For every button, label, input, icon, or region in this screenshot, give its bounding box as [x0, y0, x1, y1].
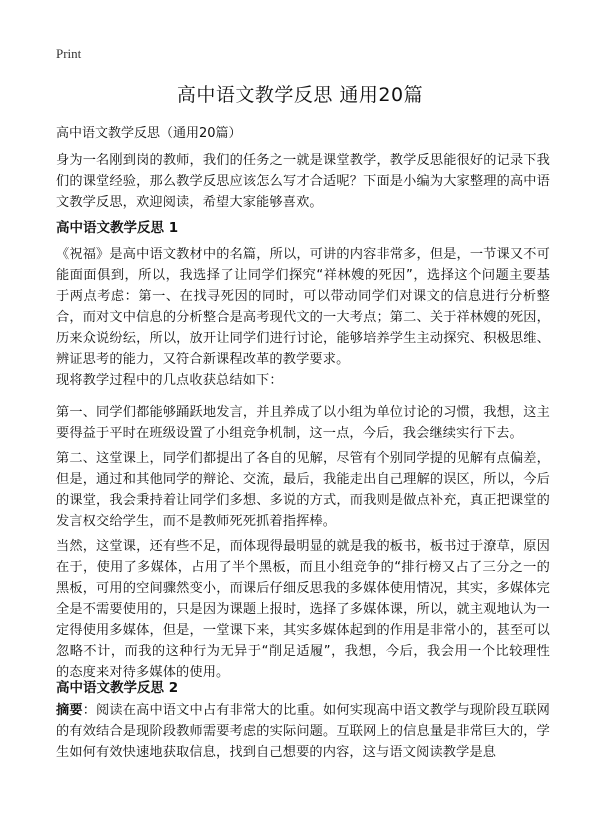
section-1-paragraph-3: 第一、同学们都能够踊跃地发言，并且养成了以小组为单位讨论的习惯，我想，这主要得益于平时在班级设置了小组竞争机制，这一点，今后，我会继续实行下去。 — [56, 405, 550, 441]
abstract-label: 摘要 — [56, 703, 83, 718]
document-subtitle: 高中语文教学反思（通用20篇） — [56, 126, 242, 141]
print-label[interactable]: Print — [56, 46, 82, 61]
section-2-abstract — [56, 700, 550, 763]
abstract-text: ：阅读在高中语文中占有非常大的比重。如何实现高中语文教学与现阶段互联网的有效结合是现阶段教师需要考虑的实际问题。互联网上的信息量是非常巨大的，学生如何有效快速地获取信息，找到自己想要的内容，这与语文阅读教学是息 — [56, 703, 550, 760]
section-2-heading: 高中语文教学反思 2 — [56, 680, 179, 696]
document-title: 高中语文教学反思 通用20篇 — [176, 84, 424, 106]
section-1-paragraph-4: 第二、这堂课上，同学们都提出了各自的见解，尽管有个别同学提的见解有点偏差，但是，通过和其他同学的辩论、交流，最后，我能走出自己理解的误区，所以，今后的课堂，我会秉持着让同学们多想、多说的方式，而我则是做点补充，真正把课堂的发言权交给学生，而不是教师死死抓着指挥棒。 — [56, 451, 550, 529]
section-1-paragraph-1: 《祝福》是高中语文教材中的名篇，所以，可讲的内容非常多，但是，一节课又不可能面面俱到，所以，我选择了让同学们探究“祥林嫂的死因”，选择这个问题主要基于两点考虑：第一、在找寻死因的同时，可以带动同学们对课文的信息进行分析整合，而对文中信息的分析整合是高考现代文的一大考点；第二、关于祥林嫂的死因，历来众说纷纭，所以，放开让同学们进行讨论，能够培养学生主动探究、积极思维、辨证思考的能力，又符合新课程改革的教学要求。 — [56, 247, 550, 367]
section-1-paragraph-2: 现将教学过程中的几点收获总结如下： — [56, 373, 283, 388]
section-1-paragraph-5: 当然，这堂课，还有些不足，而体现得最明显的就是我的板书，板书过于潦草，原因在于，使用了多媒体，占用了半个黑板，而且小组竞争的“排行榜又占了三分之一的黑板，可用的空间骤然变小，而课后仔细反思我的多媒体使用情况，其实，多媒体完全是不需要使用的，只是因为课题上报时，选择了多媒体课，所以，就主观地认为一定得使用多媒体，但是，一堂课下来，其实多媒体起到的作用是非常小的，甚至可以忽略不计，而我的这种行为无异于“削足适履”，我想，今后，我会用一个比较理性的态度来对待多媒体的使用。 — [56, 539, 550, 680]
intro-paragraph: 身为一名刚到岗的教师，我们的任务之一就是课堂教学，教学反思能很好的记录下我们的课堂经验，那么教学反思应该怎么写才合适呢？下面是小编为大家整理的高中语文教学反思，欢迎阅读，希望大家能够喜欢。 — [56, 153, 550, 210]
section-1-heading: 高中语文教学反思 1 — [56, 220, 179, 236]
